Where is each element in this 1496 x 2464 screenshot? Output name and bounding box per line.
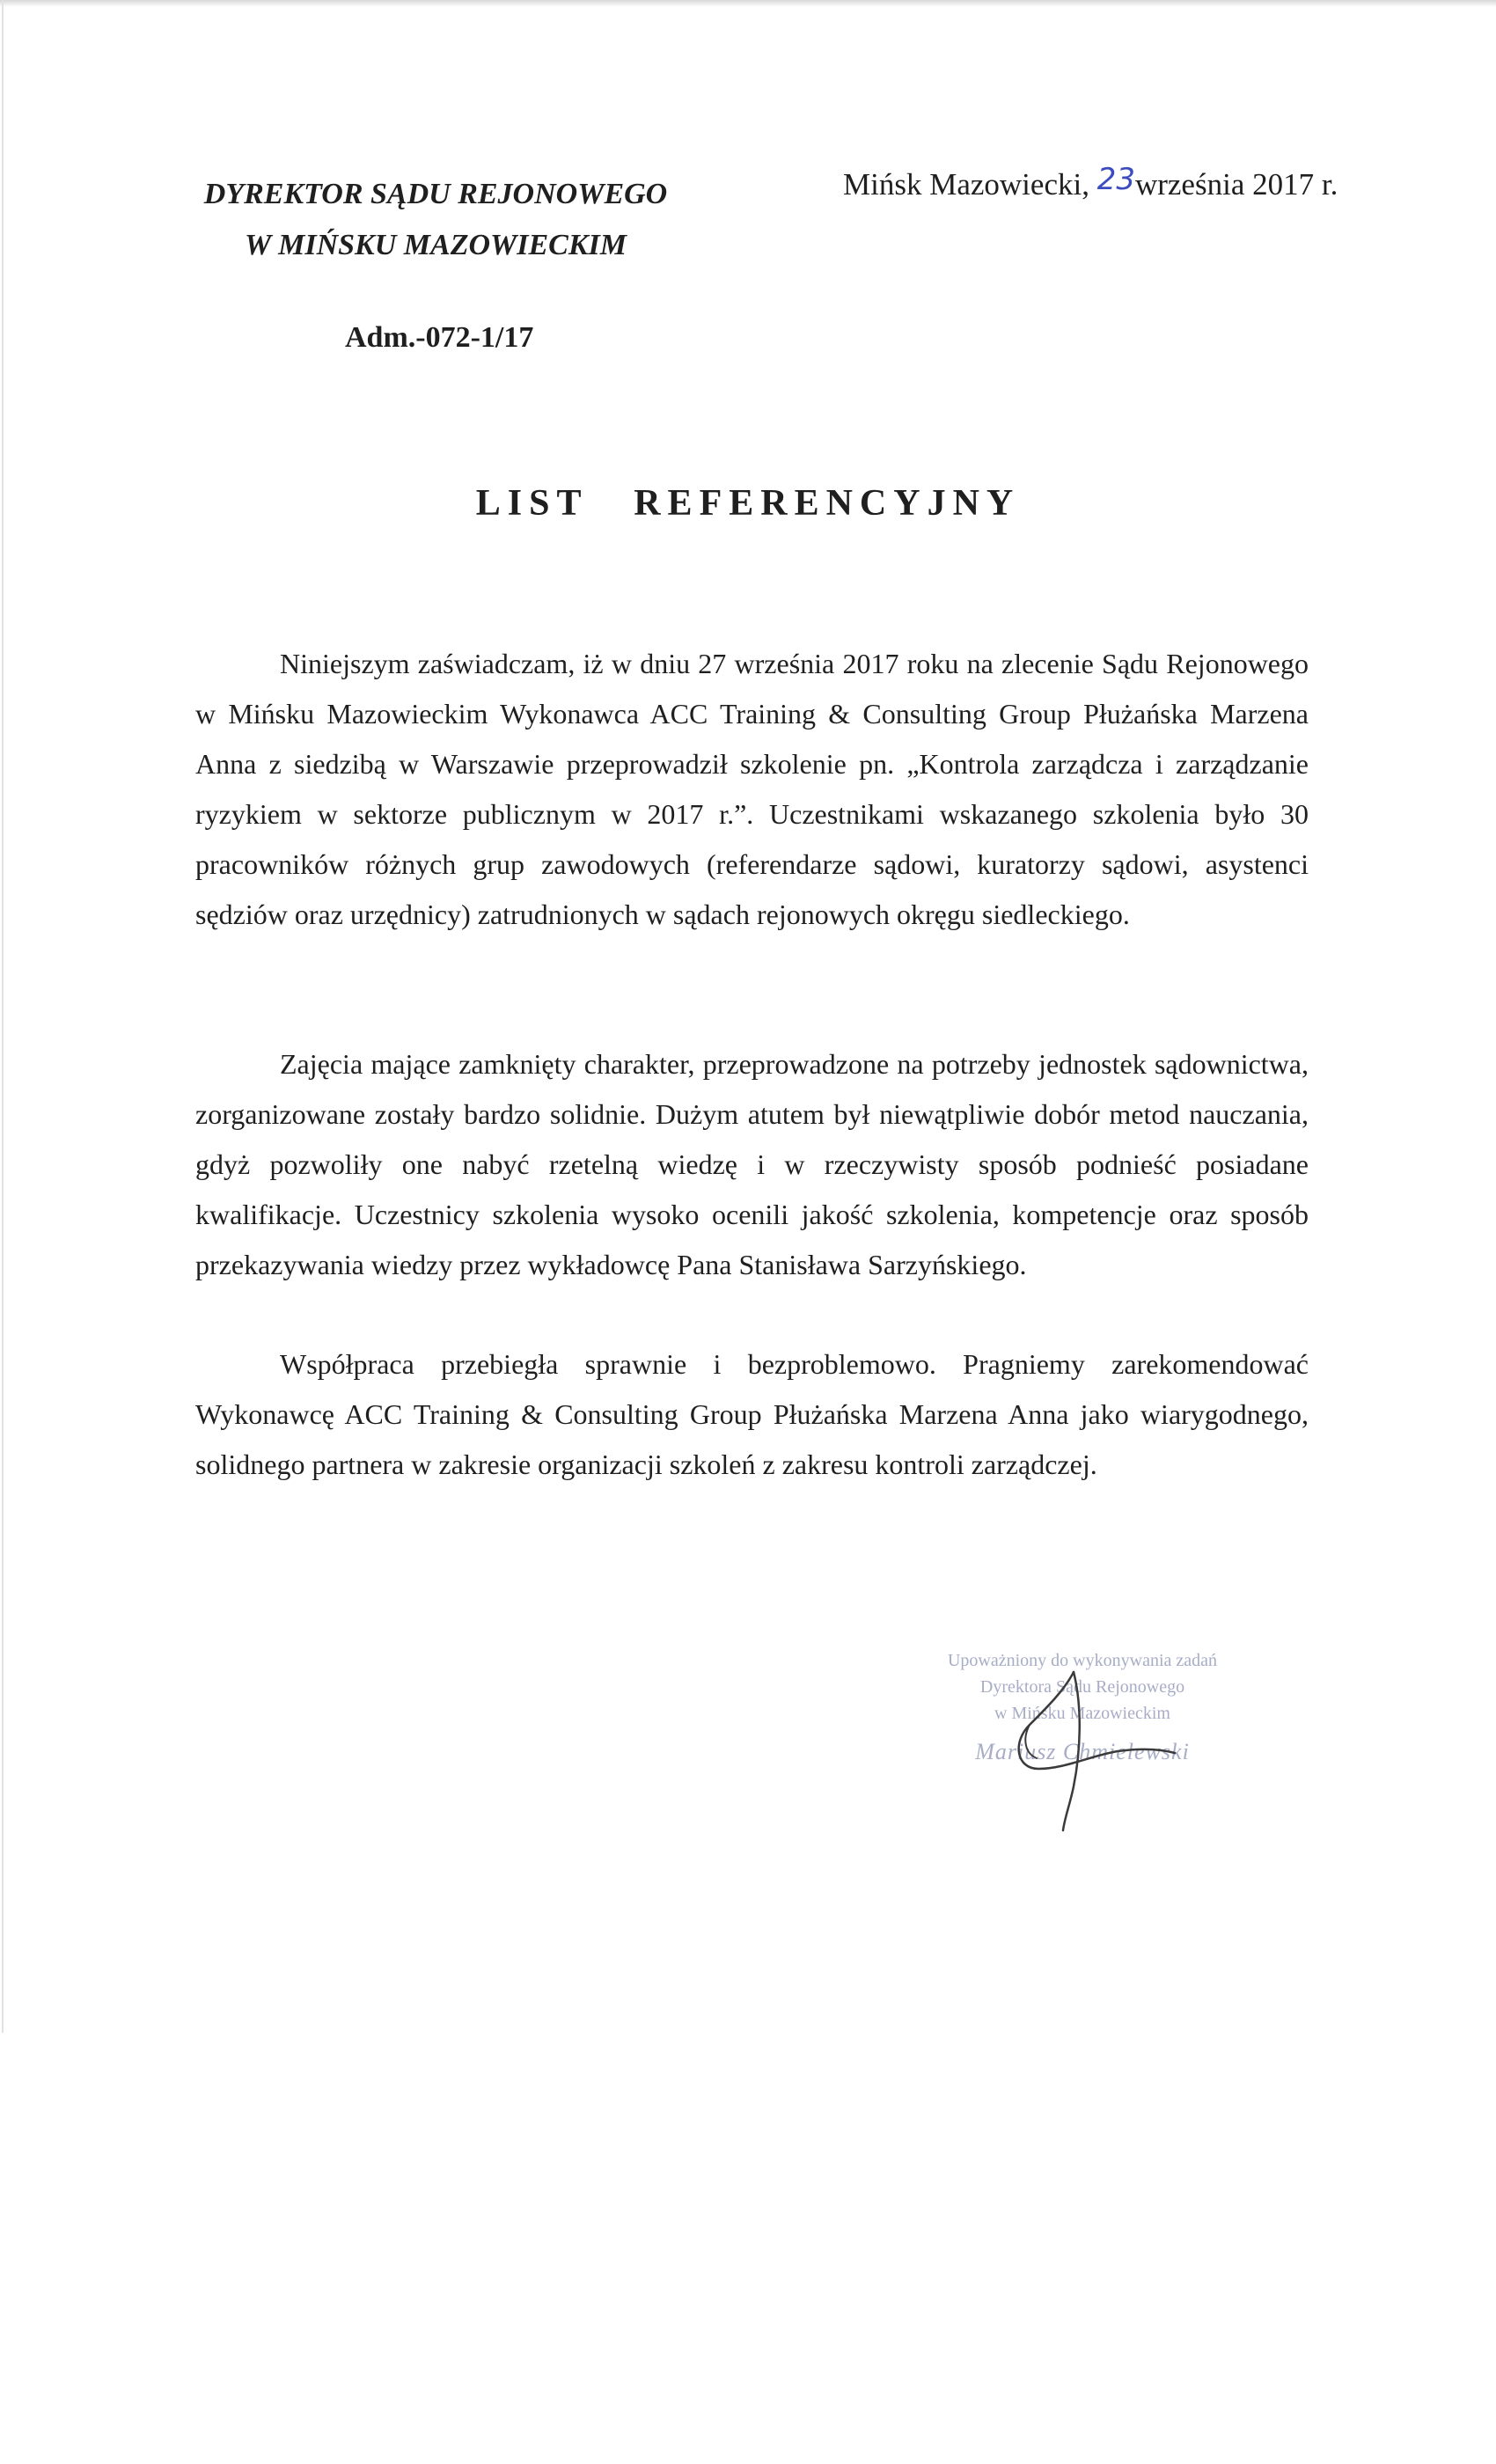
issuer-block <box>189 169 682 271</box>
issuer-line-1: DYREKTOR SĄDU REJONOWEGO <box>203 178 668 210</box>
stamp-name: Mariusz Chmielewski <box>975 1739 1190 1764</box>
handwritten-signature <box>942 1654 1223 1839</box>
issuer-line-2: W MIŃSKU MAZOWIECKIM <box>245 229 627 261</box>
scan-edge-top <box>0 0 1496 7</box>
scan-edge-left <box>2 0 4 2033</box>
stamp-line-2: Dyrektora Sądu Rejonowego <box>979 1677 1185 1697</box>
document-title: LIST REFERENCYJNY <box>475 483 1021 524</box>
place-prefix: Mińsk Mazowiecki, <box>843 167 1097 202</box>
body-paragraph-3: Współpraca przebiegła sprawnie i bezproblemowo. Pragniemy zarekomendować Wykonawcę ACC Training & Consulting Group Płużańska Marzena Anna jako wiarygodnego, solidnego partnera w zakresie organizacji szkoleń z zakresu kontroli zarządczej. <box>195 1348 1309 1480</box>
date-suffix: września 2017 r. <box>1134 167 1338 202</box>
place-and-date <box>843 162 1338 202</box>
stamp-line-3: w Mińsku Mazowieckim <box>994 1704 1170 1723</box>
body-paragraph-1: Niniejszym zaświadczam, iż w dniu 27 września 2017 roku na zlecenie Sądu Rejonowego w Mińsku Mazowieckim Wykonawca ACC Training & Consulting Group Płużańska Marzena Anna z siedzibą w Warszawie przeprowadził szkolenie pn. „Kontrola zarządcza i zarządzanie ryzykiem w sektorze publicznym w 2017 r.”. Uczestnikami wskazanego szkolenia było 30 pracowników różnych grup zawodowych (referendarze sądowi, kuratorzy sądowi, asystenci sędziów oraz urzędnicy) zatrudnionych w sądach rejonowych okręgu siedleckiego. <box>195 648 1309 930</box>
reference-number: Adm.-072-1/17 <box>345 321 534 354</box>
body-paragraph-2: Zajęcia mające zamknięty charakter, przeprowadzone na potrzeby jednostek sądownictwa, zorganizowane zostały bardzo solidnie. Dużym atutem był niewątpliwie dobór metod nauczania, gdyż pozwoliły one nabyć rzetelną wiedzę i w rzeczywisty sposób podnieść posiadane kwalifikacje. Uczestnicy szkolenia wysoko ocenili jakość szkolenia, kompetencje oraz sposób przekazywania wiedzy przez wykładowcę Pana Stanisława Sarzyńskiego. <box>195 1048 1309 1280</box>
stamp-line-1: Upoważniony do wykonywania zadań <box>947 1651 1218 1670</box>
handwritten-day: 23 <box>1096 162 1135 197</box>
